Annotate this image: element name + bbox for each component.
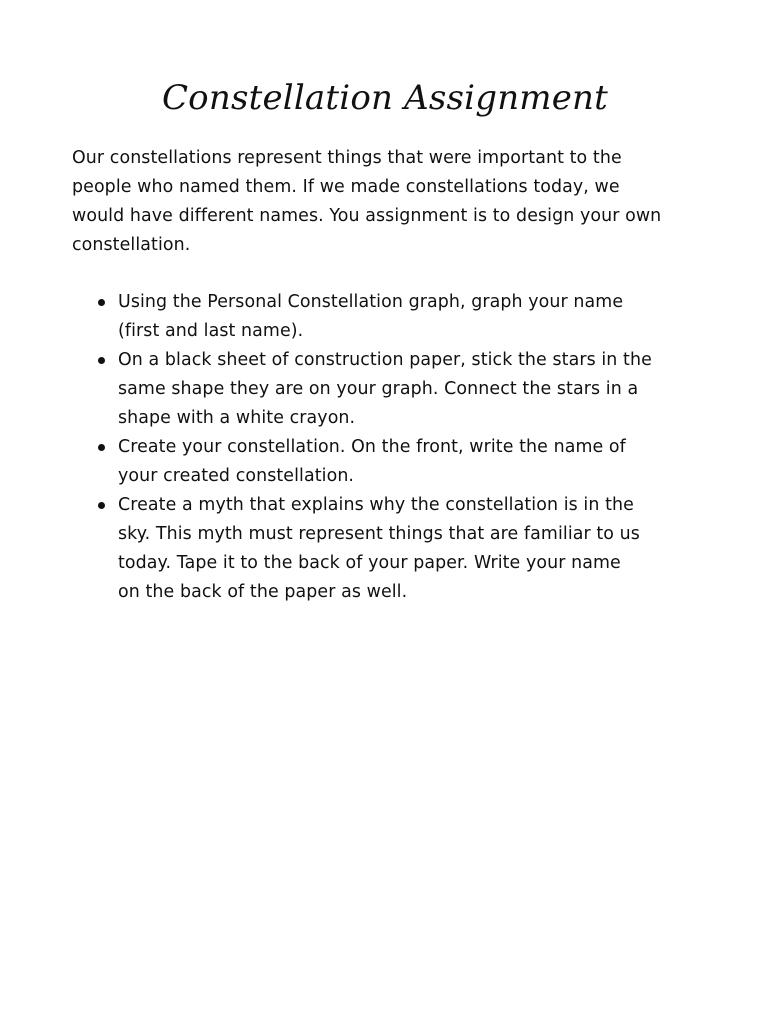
task-item — [96, 433, 716, 491]
task-line: On a black sheet of construction paper, stick the stars in the — [118, 350, 652, 370]
intro-line: Our constellations represent things that were important to the — [72, 148, 622, 168]
bullet-icon — [98, 357, 105, 364]
task-line: Using the Personal Constellation graph, graph your name — [118, 292, 624, 312]
task-line: shape with a white crayon. — [118, 408, 356, 428]
intro-line: constellation. — [72, 235, 191, 255]
bullet-icon — [98, 299, 105, 306]
task-line: your created constellation. — [118, 466, 355, 486]
bullet-icon — [98, 444, 105, 451]
task-line: (first and last name). — [118, 321, 304, 341]
task-line: Create a myth that explains why the constellation is in the — [118, 495, 634, 515]
intro-line: people who named them. If we made constellations today, we — [72, 177, 620, 197]
task-item — [96, 491, 716, 607]
intro-line: would have different names. You assignment is to design your own — [72, 206, 662, 226]
bullet-icon — [98, 502, 105, 509]
page-title: Constellation Assignment — [161, 78, 609, 118]
task-item — [96, 346, 716, 433]
task-line: today. Tape it to the back of your paper. Write your name — [118, 553, 621, 573]
task-list — [96, 288, 716, 607]
task-line: Create your constellation. On the front, write the name of — [118, 437, 626, 457]
task-item — [96, 288, 716, 346]
task-line: same shape they are on your graph. Connect the stars in a — [118, 379, 639, 399]
intro-paragraph — [72, 144, 712, 260]
task-line: sky. This myth must represent things that are familiar to us — [118, 524, 640, 544]
task-line: on the back of the paper as well. — [118, 582, 408, 602]
